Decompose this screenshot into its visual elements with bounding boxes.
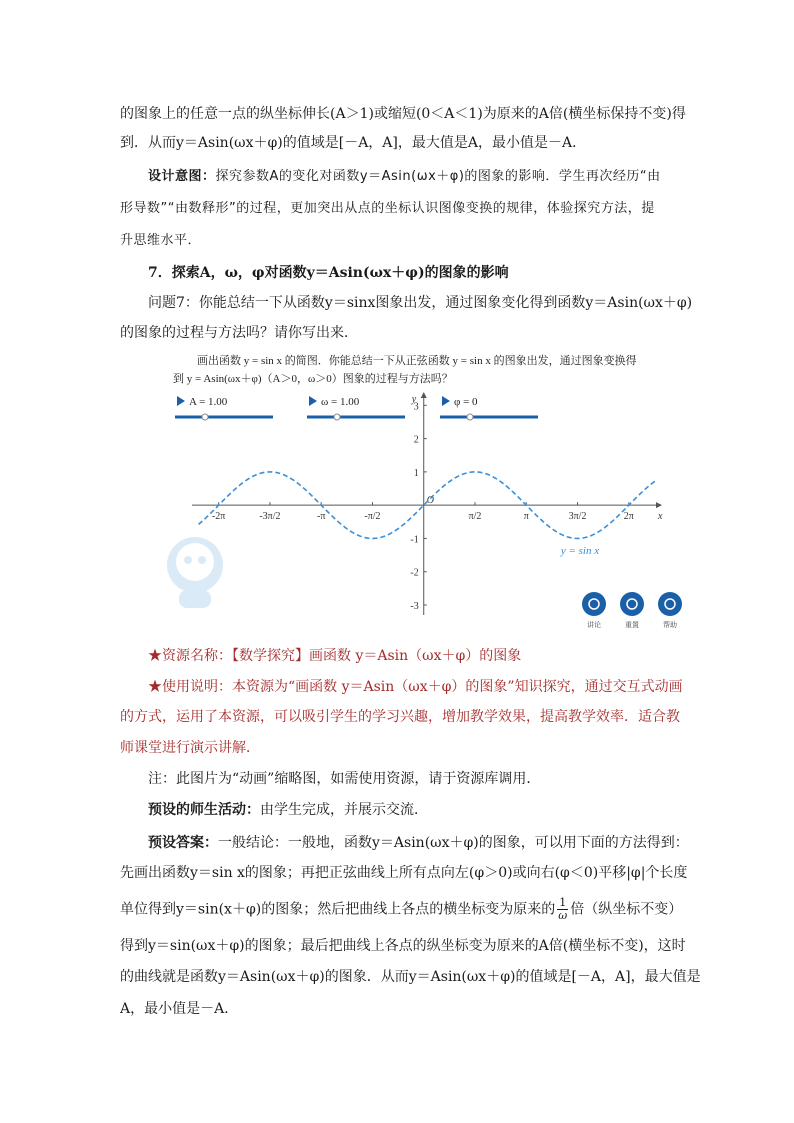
y-tick-label: 3 — [413, 401, 419, 413]
activity-text — [148, 799, 428, 819]
slider[interactable] — [175, 396, 273, 420]
resource-name: ★资源名称：【数学探究】画函数 y＝Asin（ωx＋φ）的图象 — [148, 648, 522, 664]
fraction — [557, 897, 568, 922]
slider-label: A = 1.00 — [189, 396, 228, 408]
slider[interactable] — [440, 396, 538, 420]
slider-label: ω = 1.00 — [321, 396, 360, 408]
series-label: y = sin x — [560, 545, 600, 558]
answer-line1: 一般结论：一般地，函数y＝Asin(ωx＋φ)的图象，可以用下面的方法得到： — [218, 835, 689, 851]
play-icon[interactable] — [309, 396, 317, 406]
text-line: 的曲线就是函数y＝Asin(ωx＋φ)的图象．从而y＝Asin(ωx＋φ)的值域是[－A，A]，最大值是 — [120, 969, 701, 985]
design-intent — [148, 165, 661, 184]
reset-icon[interactable] — [620, 592, 644, 616]
x-axis-arrow-icon — [656, 502, 662, 508]
fraction-numerator: 1 — [559, 896, 567, 909]
x-tick-label: -π/2 — [364, 511, 381, 523]
text-line: 得到y＝sin(ωx＋φ)的图象；最后把曲线上各点的纵坐标变为原来的A倍(横坐标不变)，这时 — [120, 938, 686, 954]
x-tick-label: π — [523, 511, 529, 523]
x-axis-label: x — [658, 511, 663, 523]
x-tick-label: -3π/2 — [259, 511, 281, 523]
slider-label: φ = 0 — [454, 396, 478, 408]
answer-line3b: 倍（纵坐标不变） — [570, 901, 683, 918]
slider-handle[interactable] — [202, 414, 208, 420]
answer-text — [148, 832, 689, 852]
fraction-denominator: ω — [558, 909, 568, 922]
help-icon[interactable] — [658, 592, 682, 616]
play-icon[interactable] — [442, 396, 450, 406]
robot-mascot-icon — [167, 537, 223, 608]
y-tick-label: 1 — [413, 467, 419, 479]
button-label: 讲论 — [587, 621, 601, 629]
button-label: 帮助 — [663, 621, 677, 629]
text-line: 的方式，运用了本资源，可以吸引学生的学习兴趣，增加教学效果，提高教学效率．适合教 — [120, 709, 680, 725]
interactive-figure — [165, 350, 690, 630]
text-line: 先画出函数y＝sin x的图象；再把正弦曲线上所有点向左(φ＞0)或向右(φ＜0)平移|φ|个长度 — [120, 865, 688, 881]
resource-usage: ★使用说明：本资源为“画函数 y＝Asin（ωx＋φ）的图象”知识探究，通过交互式动画 — [148, 679, 683, 695]
x-tick-label: π/2 — [468, 511, 482, 523]
x-tick-label: -2π — [211, 511, 226, 523]
note-text: 注：此图片为“动画”缩略图，如需使用资源，请于资源库调用． — [148, 771, 541, 787]
question-text: 问题7：你能总结一下从函数y＝sinx图象出发，通过图象变化得到函数y＝Asin(ωx＋φ) — [148, 295, 693, 311]
play-icon[interactable] — [177, 396, 185, 406]
y-tick-label: -3 — [410, 601, 419, 613]
text-line: 师课堂进行演示讲解． — [120, 740, 260, 756]
figure-prompt-line2: 到 y = Asin(ωx＋φ)（A＞0，ω＞0）图象的过程与方法吗？ — [173, 373, 453, 385]
section-heading: 7．探索A，ω，φ对函数y＝Asin(ωx＋φ)的图象的影响 — [148, 265, 509, 281]
text-line: 的图象的过程与方法吗？请你写出来． — [120, 325, 358, 341]
y-tick-label: -1 — [410, 534, 419, 546]
toolbar-button[interactable] — [582, 592, 606, 629]
text-line: 到．从而y＝Asin(ωx＋φ)的值域是[－A，A]，最大值是A，最小值是－A． — [120, 135, 587, 151]
text-line: 升思维水平． — [120, 233, 202, 248]
x-tick-label: 2π — [623, 511, 634, 523]
design-intent-label: 设计意图： — [148, 169, 216, 184]
figure-prompt-line1: 画出函数 y = sin x 的简图．你能总结一下从正弦函数 y = sin x 的图象出发，通过图象变换得 — [197, 355, 637, 367]
x-tick-label: O — [426, 495, 434, 507]
design-intent-text: 探究参数A的变化对函数y＝Asin(ωx＋φ)的图象的影响．学生再次经历“由 — [215, 169, 661, 184]
toolbar-button[interactable] — [620, 592, 644, 629]
x-tick-label: -π — [317, 511, 326, 523]
slider-handle[interactable] — [467, 414, 473, 420]
x-tick-label: 3π/2 — [568, 511, 587, 523]
slider[interactable] — [307, 396, 405, 420]
slider-handle[interactable] — [334, 414, 340, 420]
answer-label: 预设答案： — [148, 835, 218, 851]
activity-value: 由学生完成，并展示交流． — [260, 802, 428, 818]
text-line: A，最小值是－A． — [120, 1001, 239, 1017]
y-tick-label: -2 — [410, 567, 419, 579]
y-axis-arrow-icon — [421, 392, 427, 398]
sine-chart — [192, 392, 663, 615]
y-tick-label: 2 — [413, 434, 419, 446]
y-axis-label: y — [411, 394, 417, 405]
text-line — [120, 897, 682, 922]
text-line: 形导数”“由数释形”的过程，更加突出从点的坐标认识图像变换的规律，体验探究方法，提 — [120, 201, 655, 216]
text-line: 的图象上的任意一点的纵坐标伸长(A＞1)或缩短(0＜A＜1)为原来的A倍(横坐标保持不变)得 — [120, 106, 686, 122]
activity-label: 预设的师生活动： — [148, 802, 260, 818]
button-label: 重置 — [625, 621, 639, 629]
toolbar-button[interactable] — [658, 592, 682, 629]
answer-line3a: 单位得到y＝sin(x＋φ)的图象；然后把曲线上各点的横坐标变为原来的 — [120, 901, 556, 918]
discuss-icon[interactable] — [582, 592, 606, 616]
